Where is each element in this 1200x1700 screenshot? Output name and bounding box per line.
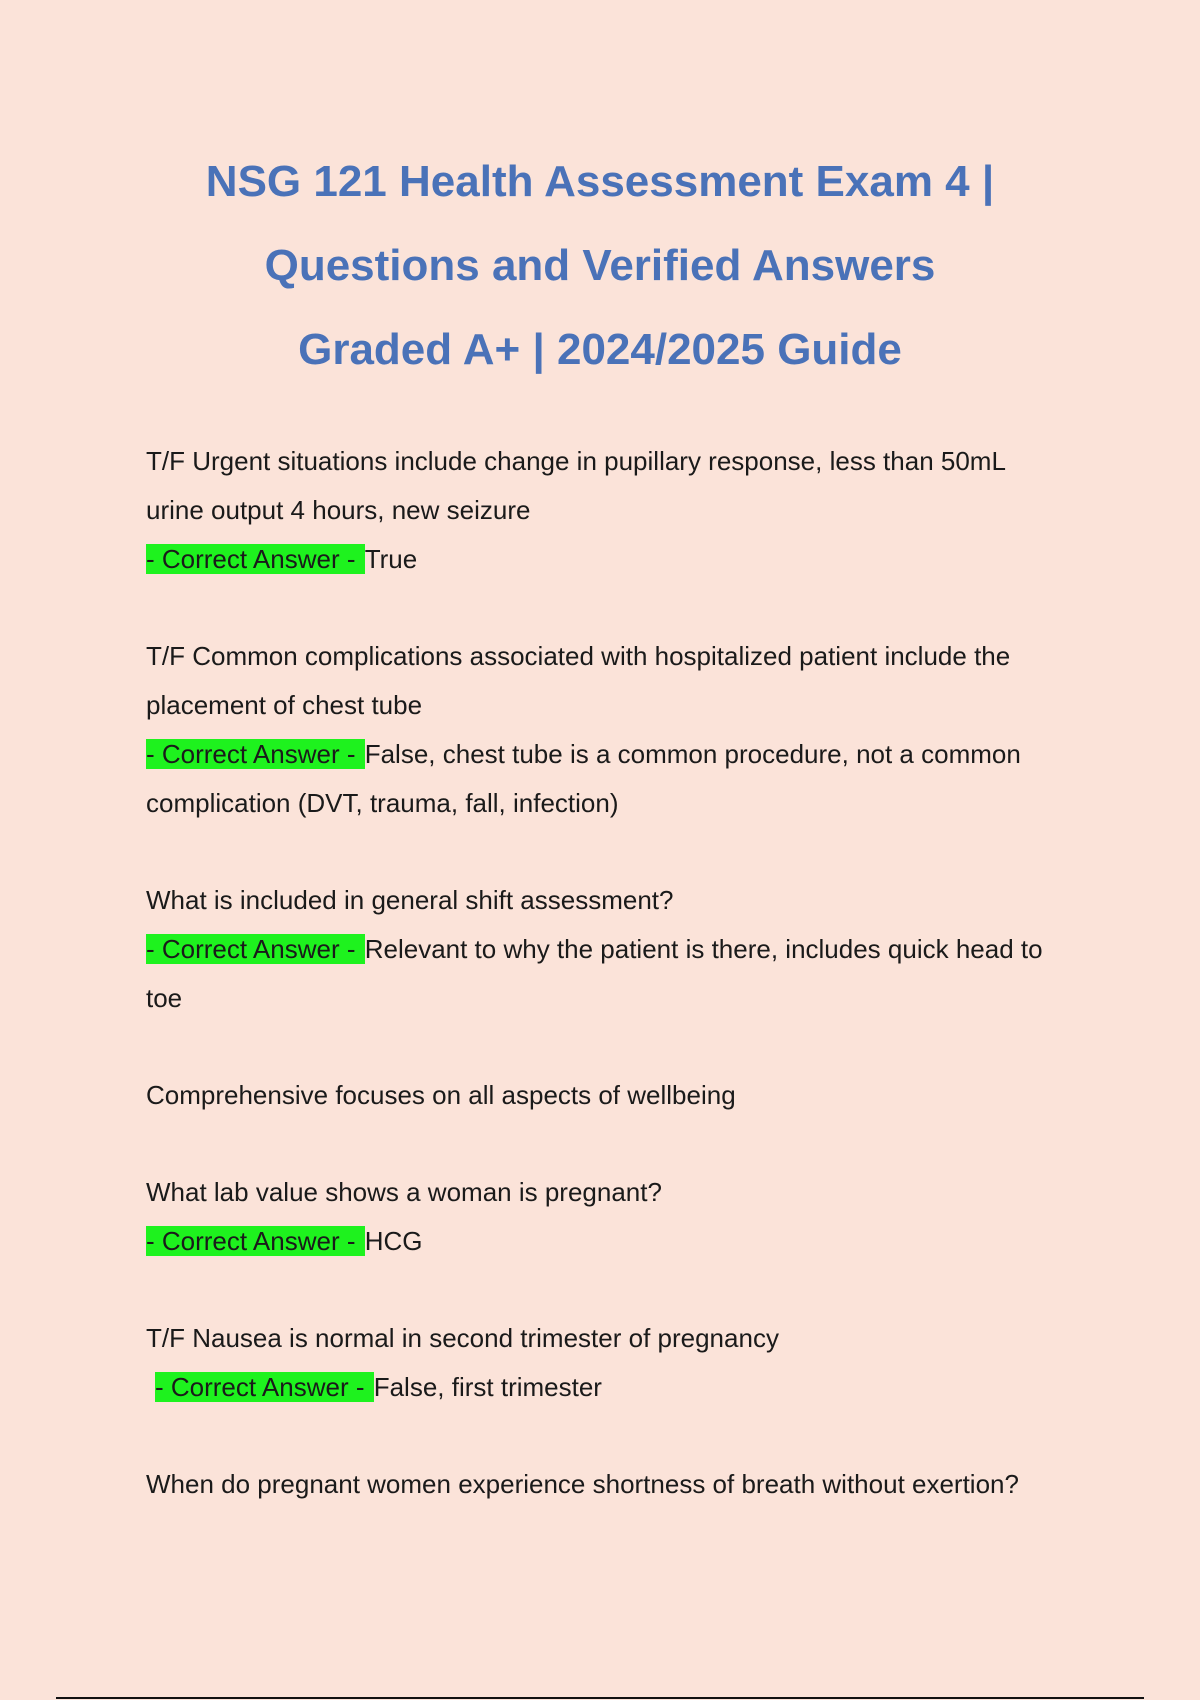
question-text: T/F Urgent situations include change in pupillary response, less than 50mL urine output 4 hours, new seizure <box>146 446 1005 525</box>
title-line-3: Graded A+ | 2024/2025 Guide <box>298 325 902 374</box>
answer-text: False, chest tube is a common procedure, not a common complication (DVT, trauma, fall, infection) <box>146 739 1021 818</box>
answer-text: HCG <box>364 1226 423 1256</box>
correct-answer-label: - Correct Answer - <box>155 1372 372 1402</box>
correct-answer-label: - Correct Answer - <box>146 739 363 769</box>
question-text: What is included in general shift assessment? <box>146 885 674 915</box>
answer-line <box>146 1363 1066 1412</box>
question-text: What lab value shows a woman is pregnant? <box>146 1177 662 1207</box>
correct-answer-label: - Correct Answer - <box>146 1226 363 1256</box>
answer-text: Relevant to why the patient is there, includes quick head to toe <box>146 934 1043 1013</box>
document-title <box>120 140 1080 392</box>
question-text: T/F Common complications associated with hospitalized patient include the placement of chest tube <box>146 641 1011 720</box>
qa-item <box>146 1314 1066 1412</box>
qa-item <box>146 1460 1066 1509</box>
footer-divider <box>56 1697 1144 1699</box>
question-text: T/F Nausea is normal in second trimester of pregnancy <box>146 1323 779 1353</box>
qa-list <box>146 437 1066 1557</box>
question-text: When do pregnant women experience shortness of breath without exertion? <box>146 1469 1019 1499</box>
answer-text: True <box>364 544 418 574</box>
qa-item <box>146 632 1066 828</box>
title-line-2: Questions and Verified Answers <box>264 241 936 290</box>
correct-answer-label: - Correct Answer - <box>146 934 363 964</box>
answer-line <box>146 925 1066 1023</box>
title-line-1: NSG 121 Health Assessment Exam 4 | <box>205 157 995 206</box>
qa-item <box>146 437 1066 584</box>
qa-item <box>146 1168 1066 1266</box>
note-text: Comprehensive focuses on all aspects of wellbeing <box>146 1080 736 1110</box>
answer-text: False, first trimester <box>373 1372 602 1402</box>
answer-line <box>146 1217 1066 1266</box>
correct-answer-label: - Correct Answer - <box>146 544 363 574</box>
note-item <box>146 1071 1066 1120</box>
answer-line <box>146 535 1066 584</box>
qa-item <box>146 876 1066 1023</box>
answer-line <box>146 730 1066 828</box>
